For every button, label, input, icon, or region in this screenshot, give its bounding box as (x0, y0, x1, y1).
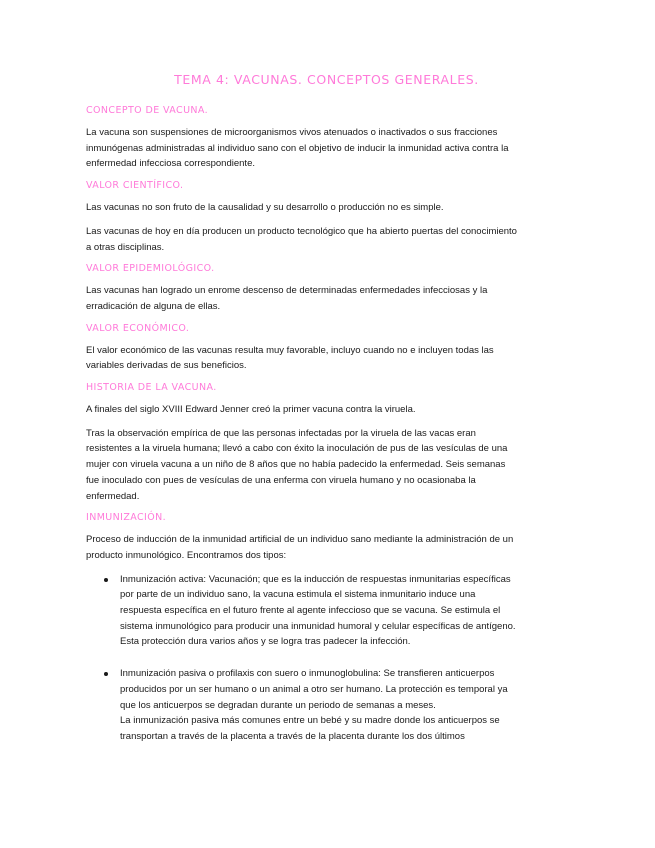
list-item (86, 572, 518, 651)
section-heading: VALOR ECONÓMICO. (86, 322, 190, 334)
bullet-list (86, 572, 516, 745)
list-item-text: La inmunización pasiva más comunes entre un bebé y su madre donde los anticuerpos se transportan a través de la placenta a través de la placenta durante los dos últimos (120, 715, 500, 742)
paragraph: Tras la observación empírica de que las personas infectadas por la viruela de las vacas eran resistentes a la viruela humana; llevó a cabo con éxito la inoculación de pus de las vesículas de una mujer con viruela vacuna a un niño de 8 años que no había padecido la enfermedad. Seis semanas fue inoculado con pues de vesículas de una enferma con viruela humano y no ocasionaba la enfermedad. (86, 427, 508, 502)
bullet-icon (104, 578, 108, 582)
paragraph: Proceso de inducción de la inmunidad artificial de un individuo sano mediante la administración de un producto inmunológico. Encontramos dos tipos: (86, 534, 514, 561)
list-item-text: Inmunización pasiva o profilaxis con suero o inmunoglobulina: Se transfieren anticuerpos producidos por un ser humano o un animal a otro ser humano. La protección es temporal ya que los anticuerpos se degradan durante un periodo de semanas a meses. (120, 668, 508, 711)
paragraph: Las vacunas no son fruto de la causalidad y su desarrollo o producción no es simple. (86, 202, 444, 214)
section-heading: CONCEPTO DE VACUNA. (86, 105, 209, 116)
section-historia (86, 382, 507, 504)
section-heading: HISTORIA DE LA VACUNA. (86, 382, 217, 394)
list-item (86, 666, 518, 745)
section-inmunizacion (86, 512, 516, 744)
section-heading: VALOR CIENTÍFICO. (86, 180, 184, 192)
section-valor-epidemiologico (86, 263, 507, 314)
section-concepto (86, 105, 507, 172)
paragraph: La vacuna son suspensiones de microorganismos vivos atenuados o inactivados o sus fracciones inmunógenas administradas al individuo sano con el objetivo de inducir la inmunidad activa contra la enfermedad infecciosa correspondiente. (86, 127, 509, 170)
paragraph: Las vacunas han logrado un enrome descenso de determinadas enfermedades infecciosas y la erradicación de alguna de ellas. (86, 285, 488, 312)
section-valor-economico (86, 323, 507, 374)
section-heading: VALOR EPIDEMIOLÓGICO. (86, 263, 215, 275)
section-valor-cientifico (86, 180, 517, 255)
paragraph: El valor económico de las vacunas resulta muy favorable, incluyo cuando no e incluyen todas las variables derivadas de sus beneficios. (86, 344, 494, 372)
paragraph: A finales del siglo XVIII Edward Jenner creó la primer vacuna contra la viruela. (86, 404, 416, 416)
document-title: TEMA 4: VACUNAS. CONCEPTOS GENERALES. (174, 72, 479, 87)
paragraph: Las vacunas de hoy en día producen un producto tecnológico que ha abierto puertas del conocimiento a otras disciplinas. (86, 225, 517, 253)
list-item-text: Inmunización activa: Vacunación; que es la inducción de respuestas inmunitarias específicas por parte de un individuo sano, la vacuna estimula el sistema inmunitario induce una respuesta específica en el futuro frente al agente infeccioso que se vacuna. Se estimula el sistema inmunológico para producir una inmunidad humoral y celular específicas de antígeno. Esta protección dura varios años y se logra tras padecer la infección. (120, 573, 516, 648)
section-heading: INMUNIZACIÓN. (86, 512, 167, 524)
bullet-icon (104, 672, 108, 676)
